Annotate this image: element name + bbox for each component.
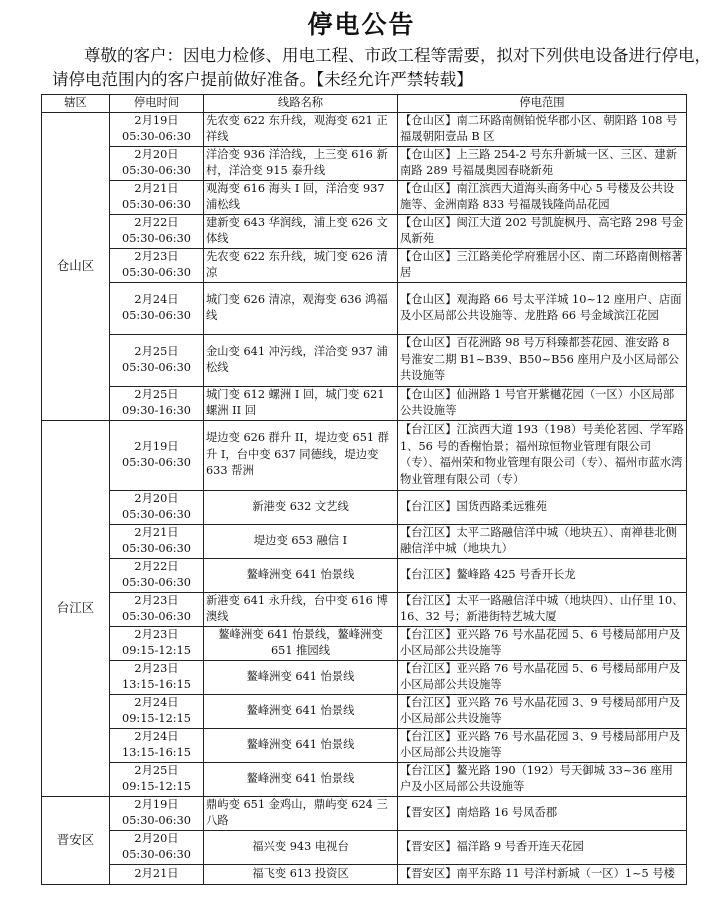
outage-time-range: 09:30-16:30: [122, 404, 191, 417]
outage-date: 2月20日: [134, 147, 179, 161]
outage-time-range: 05:30-06:30: [122, 361, 191, 374]
area-cell: 【仓山区】闽江大道 202 号凯旋枫丹、高宅路 298 号金凤新苑: [398, 214, 687, 248]
area-cell: 【台江区】亚兴路 76 号水晶花园 5、6 号楼局部用户及小区局部公共设施等: [398, 660, 687, 694]
table-row: [42, 420, 687, 490]
area-cell: 【仓山区】百花洲路 98 号万科臻都荟花园、淮安路 8 号淮安二期 B1~B39、B50~B56 座用户及小区局部公共设施等: [398, 334, 687, 386]
table-row: [42, 146, 687, 180]
route-cell: 金山变 641 冲污线，洋洽变 937 浦松线: [204, 334, 398, 386]
outage-time-range: 05:30-06:30: [122, 266, 191, 279]
header-area: 停电范围: [398, 95, 687, 113]
outage-date: 2月24日: [134, 292, 179, 306]
header-time: 停电时间: [110, 95, 204, 113]
outage-time-range: 05:30-06:30: [122, 130, 191, 143]
outage-time-range: 05:30-06:30: [122, 456, 191, 469]
route-cell: 堤边变 626 群升 II，堤边变 651 群升 I，台中变 637 同德线，堤边变 633 帮洲: [204, 420, 398, 490]
outage-time-range: 05:30-06:30: [122, 508, 191, 521]
time-cell: [110, 214, 204, 248]
outage-time-range: 05:30-06:30: [122, 164, 191, 177]
route-cell: 建新变 643 华润线，浦上变 626 文体线: [204, 214, 398, 248]
outage-date: 2月22日: [134, 559, 179, 573]
area-cell: 【台江区】太平一路融信洋中城（地块四）、山仔里 10、16、32 号；新港街特艺城大厦: [398, 592, 687, 626]
outage-time-range: 05:30-06:30: [122, 610, 191, 623]
route-cell: 堤边变 653 融信 I: [204, 524, 398, 558]
table-row: [42, 386, 687, 420]
time-cell: [110, 558, 204, 592]
table-row: [42, 728, 687, 762]
route-cell: 鳌峰洲变 641 怡景线，鳌峰洲变 651 推园线: [204, 626, 398, 660]
route-cell: 鳌峰洲变 641 怡景线: [204, 694, 398, 728]
area-cell: 【台江区】鳌峰路 425 号香开长龙: [398, 558, 687, 592]
route-cell: 观海变 616 海头 I 回，洋洽变 937 浦松线: [204, 180, 398, 214]
area-cell: 【台江区】鳌光路 190（192）号天御城 33~36 座用户及小区局部公共设施等: [398, 762, 687, 796]
table-row: [42, 214, 687, 248]
time-cell: [110, 762, 204, 796]
table-row: [42, 694, 687, 728]
table-body: [42, 112, 687, 884]
outage-date: 2月25日: [134, 344, 179, 358]
outage-time-range: 05:30-06:30: [122, 309, 191, 322]
area-cell: 【台江区】江滨西大道 193（198）号美伦茗园、学军路 1、56 号的香榭怡景；福州琼恒物业管理有限公司（专）、福州荣和物业管理有限公司（专）、福州市蓝水湾物业管理有限公司（专）: [398, 420, 687, 490]
table-row: [42, 830, 687, 864]
outage-time-range: 09:15-12:15: [122, 780, 191, 793]
table-row: [42, 490, 687, 524]
outage-date: 2月24日: [134, 729, 179, 743]
outage-time-range: 13:15-16:15: [122, 678, 191, 691]
outage-date: 2月24日: [134, 695, 179, 709]
outage-date: 2月25日: [134, 763, 179, 777]
time-cell: [110, 334, 204, 386]
route-cell: 洋洽变 936 洋洽线，上三变 616 新村，洋洽变 915 泰升线: [204, 146, 398, 180]
header-district: 辖区: [42, 95, 110, 113]
outage-time-range: 05:30-06:30: [122, 542, 191, 555]
outage-date: 2月23日: [134, 627, 179, 641]
area-cell: 【晋安区】南焙路 16 号凤岙郡: [398, 796, 687, 830]
time-cell: [110, 592, 204, 626]
table-row: [42, 334, 687, 386]
outage-date: 2月22日: [134, 215, 179, 229]
table-row: [42, 558, 687, 592]
route-cell: 福兴变 943 电视台: [204, 830, 398, 864]
route-cell: 鳌峰洲变 641 怡景线: [204, 660, 398, 694]
time-cell: [110, 626, 204, 660]
area-cell: 【仓山区】三江路美伦学府雅居小区、南二环路南侧榕著居: [398, 248, 687, 282]
table-row: [42, 282, 687, 334]
route-cell: 城门变 612 螺洲 I 回，城门变 621 螺洲 II 回: [204, 386, 398, 420]
time-cell: [110, 864, 204, 884]
table-row: [42, 180, 687, 214]
outage-date: 2月19日: [134, 113, 179, 127]
area-cell: 【仓山区】观海路 66 号太平洋城 10~12 座用户、店面及小区局部公共设施等、龙胜路 66 号金域滨江花园: [398, 282, 687, 334]
outage-date: 2月25日: [134, 387, 179, 401]
route-cell: 鳌峰洲变 641 怡景线: [204, 762, 398, 796]
area-cell: 【仓山区】南二环路南侧铂悦华郡小区、朝阳路 108 号福晟朝阳壹品 B 区: [398, 112, 687, 146]
time-cell: [110, 830, 204, 864]
route-cell: 城门变 626 清凉，观海变 636 鸿福线: [204, 282, 398, 334]
outage-date: 2月20日: [134, 491, 179, 505]
time-cell: [110, 694, 204, 728]
outage-table: [41, 94, 687, 885]
table-row: [42, 112, 687, 146]
outage-time-range: 05:30-06:30: [122, 814, 191, 827]
area-cell: 【仓山区】上三路 254-2 号东升新城一区、三区、建新南路 289 号福晟奥园春晓新苑: [398, 146, 687, 180]
table-row: [42, 762, 687, 796]
table-row: [42, 592, 687, 626]
outage-date: 2月20日: [134, 831, 179, 845]
table-row: [42, 796, 687, 830]
time-cell: [110, 524, 204, 558]
area-cell: 【台江区】亚兴路 76 号水晶花园 3、9 号楼局部用户及小区局部公共设施等: [398, 694, 687, 728]
outage-time-range: 09:15-12:15: [122, 644, 191, 657]
notice-title: 停电公告: [307, 10, 416, 39]
area-cell: 【台江区】亚兴路 76 号水晶花园 5、6 号楼局部用户及小区局部公共设施等: [398, 626, 687, 660]
area-cell: 【仓山区】南江滨西大道海头商务中心 5 号楼及公共设施等、金洲南路 833 号福晟钱隆尚品花园: [398, 180, 687, 214]
page-bottom-edge: [0, 898, 723, 904]
time-cell: [110, 490, 204, 524]
time-cell: [110, 146, 204, 180]
route-cell: 新港变 641 永升线，台中变 616 博澳线: [204, 592, 398, 626]
outage-date: 2月19日: [134, 797, 179, 811]
outage-time-range: 05:30-06:30: [122, 848, 191, 861]
notice-intro: 尊敬的客户：因电力检修、用电工程、市政工程等需要，拟对下列供电设备进行停电，请停电范围内的客户提前做好准备。【未经允许严禁转载】: [52, 46, 711, 89]
table-row: [42, 626, 687, 660]
table-row: [42, 248, 687, 282]
outage-date: 2月23日: [134, 661, 179, 675]
route-cell: 鼎屿变 651 金鸡山，鼎屿变 624 三八路: [204, 796, 398, 830]
route-cell: 福飞变 613 投资区: [204, 864, 398, 884]
time-cell: [110, 796, 204, 830]
time-cell: [110, 660, 204, 694]
time-cell: [110, 728, 204, 762]
route-cell: 鳌峰洲变 641 怡景线: [204, 558, 398, 592]
route-cell: 先农变 622 东升线，观海变 621 正祥线: [204, 112, 398, 146]
outage-date: 2月23日: [134, 593, 179, 607]
outage-time-range: 09:15-12:15: [122, 712, 191, 725]
time-cell: [110, 112, 204, 146]
route-cell: 先农变 622 东升线，城门变 626 清凉: [204, 248, 398, 282]
route-cell: 新港变 632 文艺线: [204, 490, 398, 524]
time-cell: [110, 282, 204, 334]
area-cell: 【晋安区】福洋路 9 号香开连天花园: [398, 830, 687, 864]
outage-date: 2月21日: [134, 525, 179, 539]
table-header-row: [42, 95, 687, 113]
district-cell: 台江区: [42, 420, 110, 796]
area-cell: 【台江区】太平二路融信洋中城（地块五）、南禅巷北侧融信洋中城（地块九）: [398, 524, 687, 558]
area-cell: 【晋安区】南平东路 11 号洋村新城（一区）1~5 号楼: [398, 864, 687, 884]
table-row: [42, 524, 687, 558]
outage-date: 2月19日: [134, 439, 179, 453]
header-route: 线路名称: [204, 95, 398, 113]
outage-date: 2月23日: [134, 249, 179, 263]
outage-time-range: 05:30-06:30: [122, 232, 191, 245]
district-cell: 晋安区: [42, 796, 110, 884]
area-cell: 【台江区】国货西路柔远雅苑: [398, 490, 687, 524]
route-cell: 鳌峰洲变 641 怡景线: [204, 728, 398, 762]
time-cell: [110, 248, 204, 282]
outage-time-range: 13:15-16:15: [122, 746, 191, 759]
time-cell: [110, 180, 204, 214]
district-cell: 仓山区: [42, 112, 110, 420]
outage-date: 2月21日: [134, 866, 179, 880]
time-cell: [110, 386, 204, 420]
outage-time-range: 05:30-06:30: [122, 198, 191, 211]
time-cell: [110, 420, 204, 490]
area-cell: 【台江区】亚兴路 76 号水晶花园 3、9 号楼局部用户及小区局部公共设施等: [398, 728, 687, 762]
outage-time-range: 05:30-06:30: [122, 576, 191, 589]
outage-date: 2月21日: [134, 181, 179, 195]
table-row: [42, 660, 687, 694]
area-cell: 【仓山区】仙洲路 1 号官开紫樾花园（一区）小区局部公共设施等: [398, 386, 687, 420]
table-row: [42, 864, 687, 884]
